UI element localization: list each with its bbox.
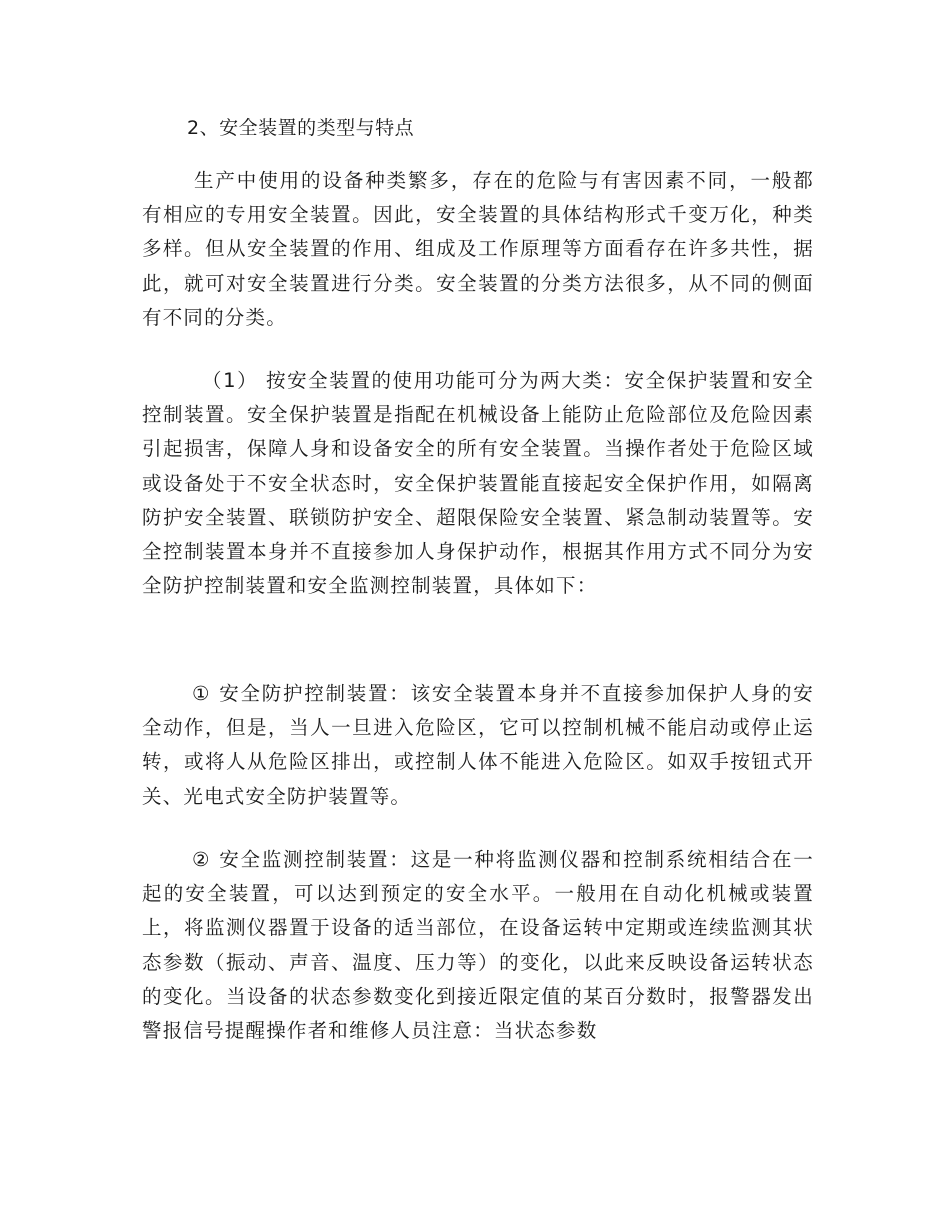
paragraph-protective-control-device: ① 安全防护控制装置：该安全装置本身并不直接参加保护人身的安全动作，但是，当人一旦进入危险区，它可以控制机械不能启动或停止运转，或将人从危险区排出，或控制人体不能进入危险区。如双手按钮式开关、光电式安全防护装置等。 — [142, 682, 814, 808]
paragraph-monitoring-control-device: ② 安全监测控制装置：这是一种将监测仪器和控制系统相结合在一起的安全装置，可以达到预定的安全水平。一般用在自动化机械或装置上，将监测仪器置于设备的适当部位，在设备运转中定期或连续监测其状态参数（振动、声音、温度、压力等）的变化，以此来反映设备运转状态的变化。当设备的状态参数变化到接近限定值的某百分数时，报警器发出警报信号提醒操作者和维修人员注意：当状态参数 — [142, 848, 814, 1043]
paragraph-intro: 生产中使用的设备种类繁多，存在的危险与有害因素不同，一般都有相应的专用安全装置。因此，安全装置的具体结构形式千变万化，种类多样。但从安全装置的作用、组成及工作原理等方面看存在许多共性，据此，就可对安全装置进行分类。安全装置的分类方法很多，从不同的侧面有不同的分类。 — [142, 169, 814, 329]
section-heading: 2、安全装置的类型与特点 — [187, 117, 415, 139]
paragraph-classification-by-function: （1） 按安全装置的使用功能可分为两大类：安全保护装置和安全控制装置。安全保护装置是指配在机械设备上能防止危险部位及危险因素引起损害，保障人身和设备安全的所有安全装置。当操作者处于危险区域或设备处于不安全状态时，安全保护装置能直接起安全保护作用，如隔离防护安全装置、联锁防护安全、超限保险安全装置、紧急制动装置等。安全控制装置本身并不直接参加人身保护动作，根据其作用方式不同分为安全防护控制装置和安全监测控制装置，具体如下： — [142, 369, 814, 598]
